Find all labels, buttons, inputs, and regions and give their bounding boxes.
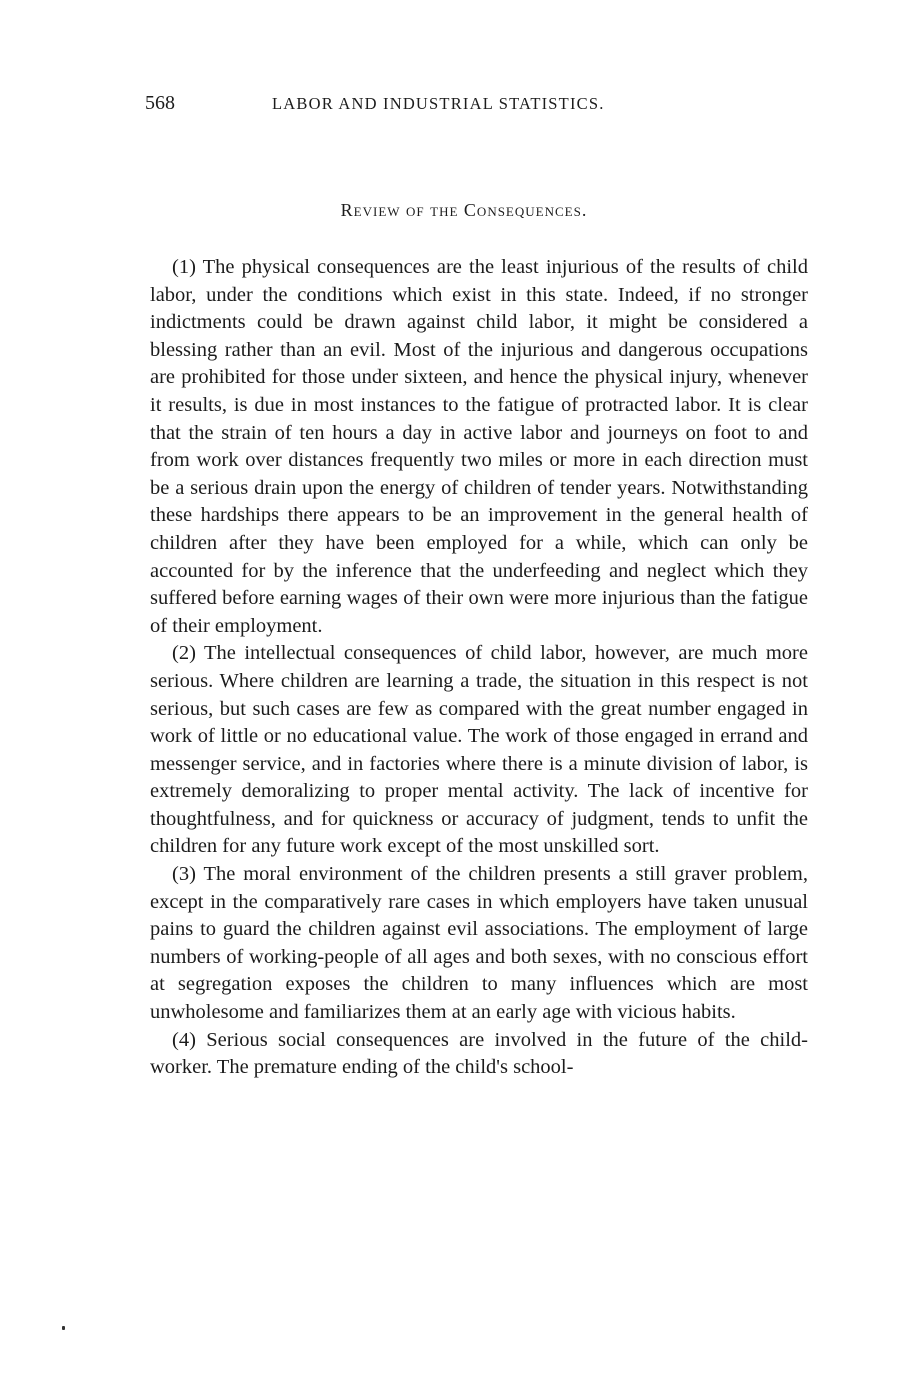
paragraph-moral-consequences: (3) The moral environment of the children presents a still graver problem, except in the comparatively rare cases in which employers have taken unusual pains to guard the children against evil associations. The employment of large numbers of working-people of all ages and both sexes, with no conscious effort at segregation exposes the children to many influences which are most unwholesome and familiarizes them at an early age with vicious habits. xyxy=(150,863,808,1024)
running-head xyxy=(145,92,675,122)
page-number: 568 xyxy=(145,92,175,114)
margin-mark xyxy=(62,1326,65,1330)
body-text xyxy=(150,254,808,1082)
paragraph-physical-consequences: (1) The physical consequences are the least injurious of the results of child labor, under the conditions which exist in this state. Indeed, if no stronger indictments could be drawn against child labor, it might be considered a blessing rather than an evil. Most of the injurious and dangerous occupations are prohibited for those under sixteen, and hence the physical injury, whenever it results, is due in most instances to the fatigue of protracted labor. It is clear that the strain of ten hours a day in active labor and journeys on foot to and from work over distances frequently two miles or more in each direction must be a serious drain upon the energy of children of tender years. Notwithstanding these hardships there appears to be an improvement in the general health of children after they have been employed for a while, which can only be accounted for by the inference that the underfeeding and neglect which they suffered before earning wages of their own were more injurious than the fatigue of their employment. xyxy=(150,256,808,637)
paragraph-social-consequences: (4) Serious social consequences are involved in the future of the child-worker. The premature ending of the child's school- xyxy=(150,1028,808,1079)
running-title: LABOR AND INDUSTRIAL STATISTICS. xyxy=(272,94,605,113)
section-heading: Review of the Consequences. xyxy=(340,200,588,220)
paragraph-intellectual-consequences: (2) The intellectual consequences of child labor, however, are much more serious. Where children are learning a trade, the situation in this respect is not serious, but such cases are few as compared with the great number engaged in work of little or no educational value. The work of those engaged in errand and messenger service, and in factories where there is a minute division of labor, is extremely demoralizing to proper mental activity. The lack of incentive for thoughtfulness, and for quickness or accuracy of judgment, tends to unfit the children for any future work except of the most unskilled sort. xyxy=(150,642,808,858)
